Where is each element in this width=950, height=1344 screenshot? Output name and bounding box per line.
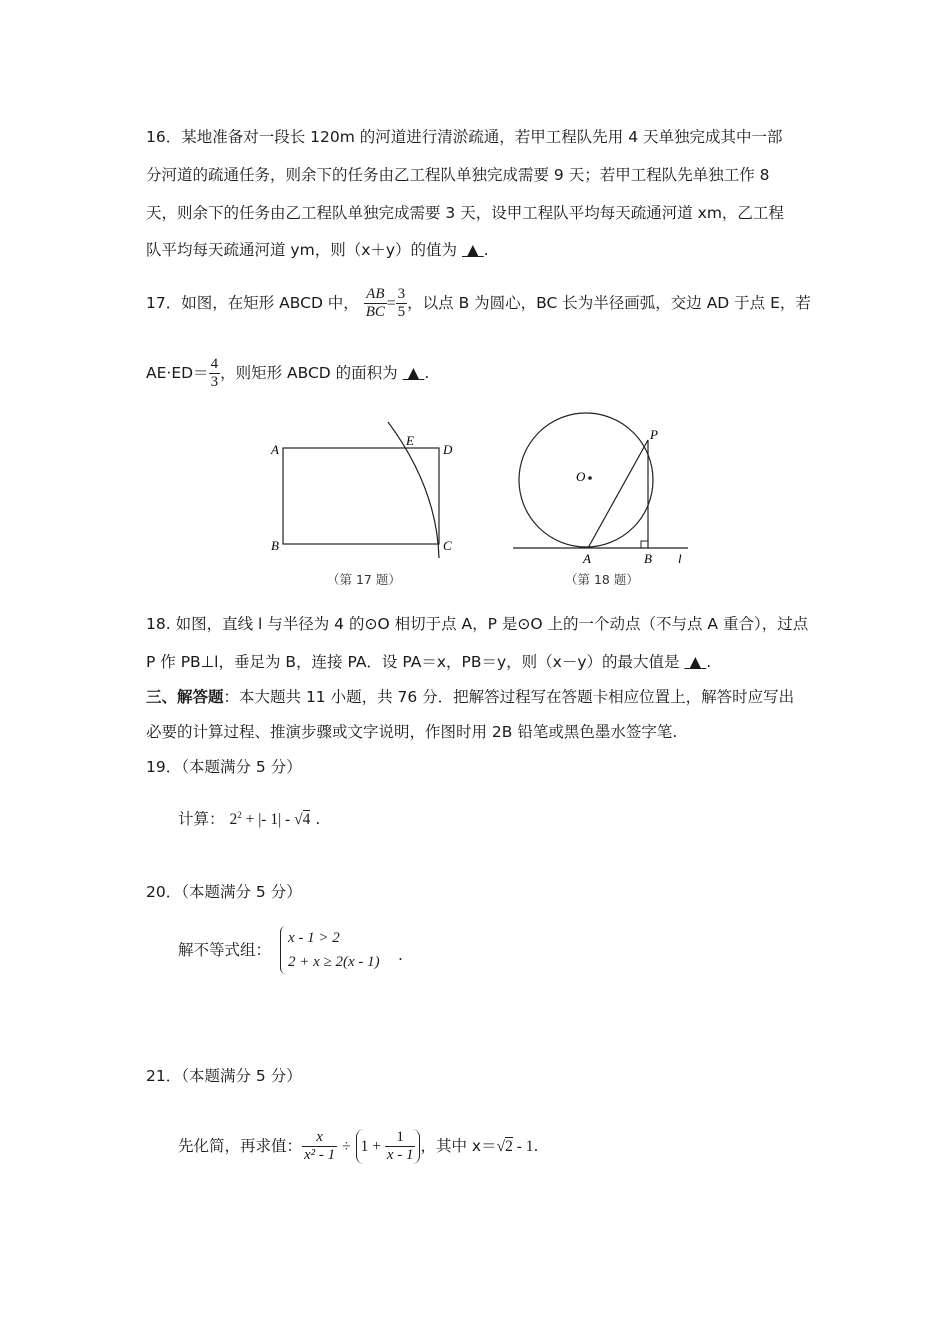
q20-head: 20．（本题满分 5 分）	[146, 883, 302, 901]
minus-one: - 1	[512, 1138, 534, 1155]
label-b: B	[271, 538, 279, 553]
q17-frac-ab-bc	[364, 286, 387, 321]
triangle-icon: ▲	[689, 653, 702, 671]
frac-numerator: x	[316, 1129, 323, 1145]
q17-line1	[146, 286, 810, 321]
q21-period: .	[533, 1137, 539, 1155]
frac-numerator: 4	[210, 356, 219, 372]
sqrt-arg: 2	[505, 1138, 513, 1155]
q19-head: 19．（本题满分 5 分）	[146, 758, 302, 776]
q16-line1: 16．某地准备对一段长 120m 的河道进行清淤疏通，若甲工程队先用 4 天单独完成其中一部	[146, 128, 783, 146]
q19-label: 计算：	[178, 810, 225, 829]
q20-ineq1: x - 1 > 2	[288, 930, 340, 946]
q17-period: .	[424, 364, 430, 382]
figure-17-caption: （第 17 题）	[327, 572, 401, 587]
q18-line1: 18. 如图，直线 l 与半径为 4 的⊙O 相切于点 A，P 是⊙O 上的一个动点（不与点 A 重合），过点	[146, 615, 809, 633]
q20-system	[280, 926, 380, 974]
base: 2	[229, 811, 238, 829]
q17-line2	[146, 356, 810, 391]
q16-answer-blank	[462, 241, 484, 259]
q18-answer-blank	[684, 653, 706, 671]
frac-numerator: 1	[396, 1129, 404, 1145]
label-a: A	[271, 442, 279, 457]
segment-pa	[588, 440, 648, 548]
triangle-icon: ▲	[466, 241, 479, 259]
q20-label: 解不等式组：	[178, 941, 272, 959]
triangle-icon: ▲	[407, 364, 420, 382]
circle-o	[519, 413, 653, 547]
section3-line1	[146, 687, 810, 707]
q21-head: 21．（本题满分 5 分）	[146, 1067, 302, 1085]
figure-17	[262, 418, 462, 573]
q21-label: 先化简，再求值：	[178, 1137, 303, 1155]
rectangle-abcd	[283, 448, 439, 544]
frac-denominator: x² - 1	[304, 1147, 336, 1163]
divide-sign: ÷	[342, 1138, 351, 1155]
q18-line2-text: P 作 PB⊥l，垂足为 B，连接 PA．设 PA＝x，PB＝y，则（x－y）的最大值是	[146, 653, 680, 671]
exponent: 2	[237, 810, 242, 820]
label-d: D	[443, 442, 453, 457]
q19-expr	[229, 811, 310, 828]
sqrt-arg: 4	[302, 811, 311, 829]
equals-sign: =	[386, 295, 396, 312]
q17-pre: 17．如图，在矩形 ABCD 中，	[146, 294, 359, 312]
q17-frac-4-3	[209, 356, 221, 391]
frac-denominator: BC	[365, 304, 385, 320]
label-o: O	[576, 469, 586, 484]
q18-line2	[146, 652, 810, 672]
q21-frac2	[385, 1129, 416, 1164]
label-c: C	[443, 538, 452, 553]
frac-numerator: AB	[366, 286, 385, 302]
label-l: l	[678, 551, 682, 566]
label-p: P	[650, 427, 658, 442]
abs-term: + |- 1| -	[241, 811, 295, 829]
q21-frac1	[302, 1129, 337, 1164]
center-dot	[588, 476, 592, 480]
frac-denominator: x - 1	[386, 1147, 414, 1163]
section3-line2: 必要的计算过程、推演步骤或文字说明，作图时用 2B 铅笔或黑色墨水签字笔.	[146, 723, 678, 741]
figure-18-caption: （第 18 题）	[565, 572, 639, 587]
q17-line2-pre: AE·ED＝	[146, 364, 209, 382]
q16-period: .	[483, 241, 489, 259]
q21-paren	[356, 1129, 421, 1164]
label-b: B	[644, 551, 652, 566]
q16-line3: 天，则余下的任务由乙工程队单独完成需要 3 天，设甲工程队平均每天疏通河道 xm，乙工程	[146, 204, 784, 222]
q20-period: .	[398, 946, 403, 964]
q18-period: .	[706, 653, 712, 671]
frac-numerator: 3	[397, 286, 406, 302]
label-e: E	[406, 433, 414, 448]
q19-body	[178, 805, 842, 830]
q16-line4-text: 队平均每天疏通河道 ym，则（x＋y）的值为	[146, 241, 458, 259]
q17-post: ，以点 B 为圆心，BC 长为半径画弧，交边 AD 于点 E，若	[407, 294, 811, 312]
q21-body	[178, 1126, 842, 1167]
section3-title: 三、解答题	[146, 688, 224, 706]
q17-frac-3-5	[396, 286, 408, 321]
q16-line4	[146, 240, 810, 260]
section3-desc: ：本大题共 11 小题，共 76 分．把解答过程写在答题卡相应位置上，解答时应写出	[223, 688, 795, 706]
q16-line2: 分河道的疏通任务，则余下的任务由乙工程队单独完成需要 9 天；若甲工程队先单独工作 8	[146, 166, 770, 184]
sqrt-icon: √	[496, 1138, 506, 1155]
frac-denominator: 5	[397, 304, 406, 320]
one-plus: 1 +	[360, 1138, 381, 1155]
q21-where: ，其中 x＝	[420, 1137, 497, 1155]
sqrt-icon: √	[294, 811, 303, 829]
q17-answer-blank	[403, 364, 425, 382]
frac-denominator: 3	[210, 374, 219, 390]
q17-line2-post: ，则矩形 ABCD 的面积为	[220, 364, 398, 382]
q19-period: .	[315, 810, 321, 829]
q20-ineq2: 2 + x ≥ 2(x - 1)	[288, 954, 380, 970]
figure-18	[508, 408, 693, 570]
right-angle-mark	[641, 541, 648, 548]
label-a: A	[583, 551, 591, 566]
